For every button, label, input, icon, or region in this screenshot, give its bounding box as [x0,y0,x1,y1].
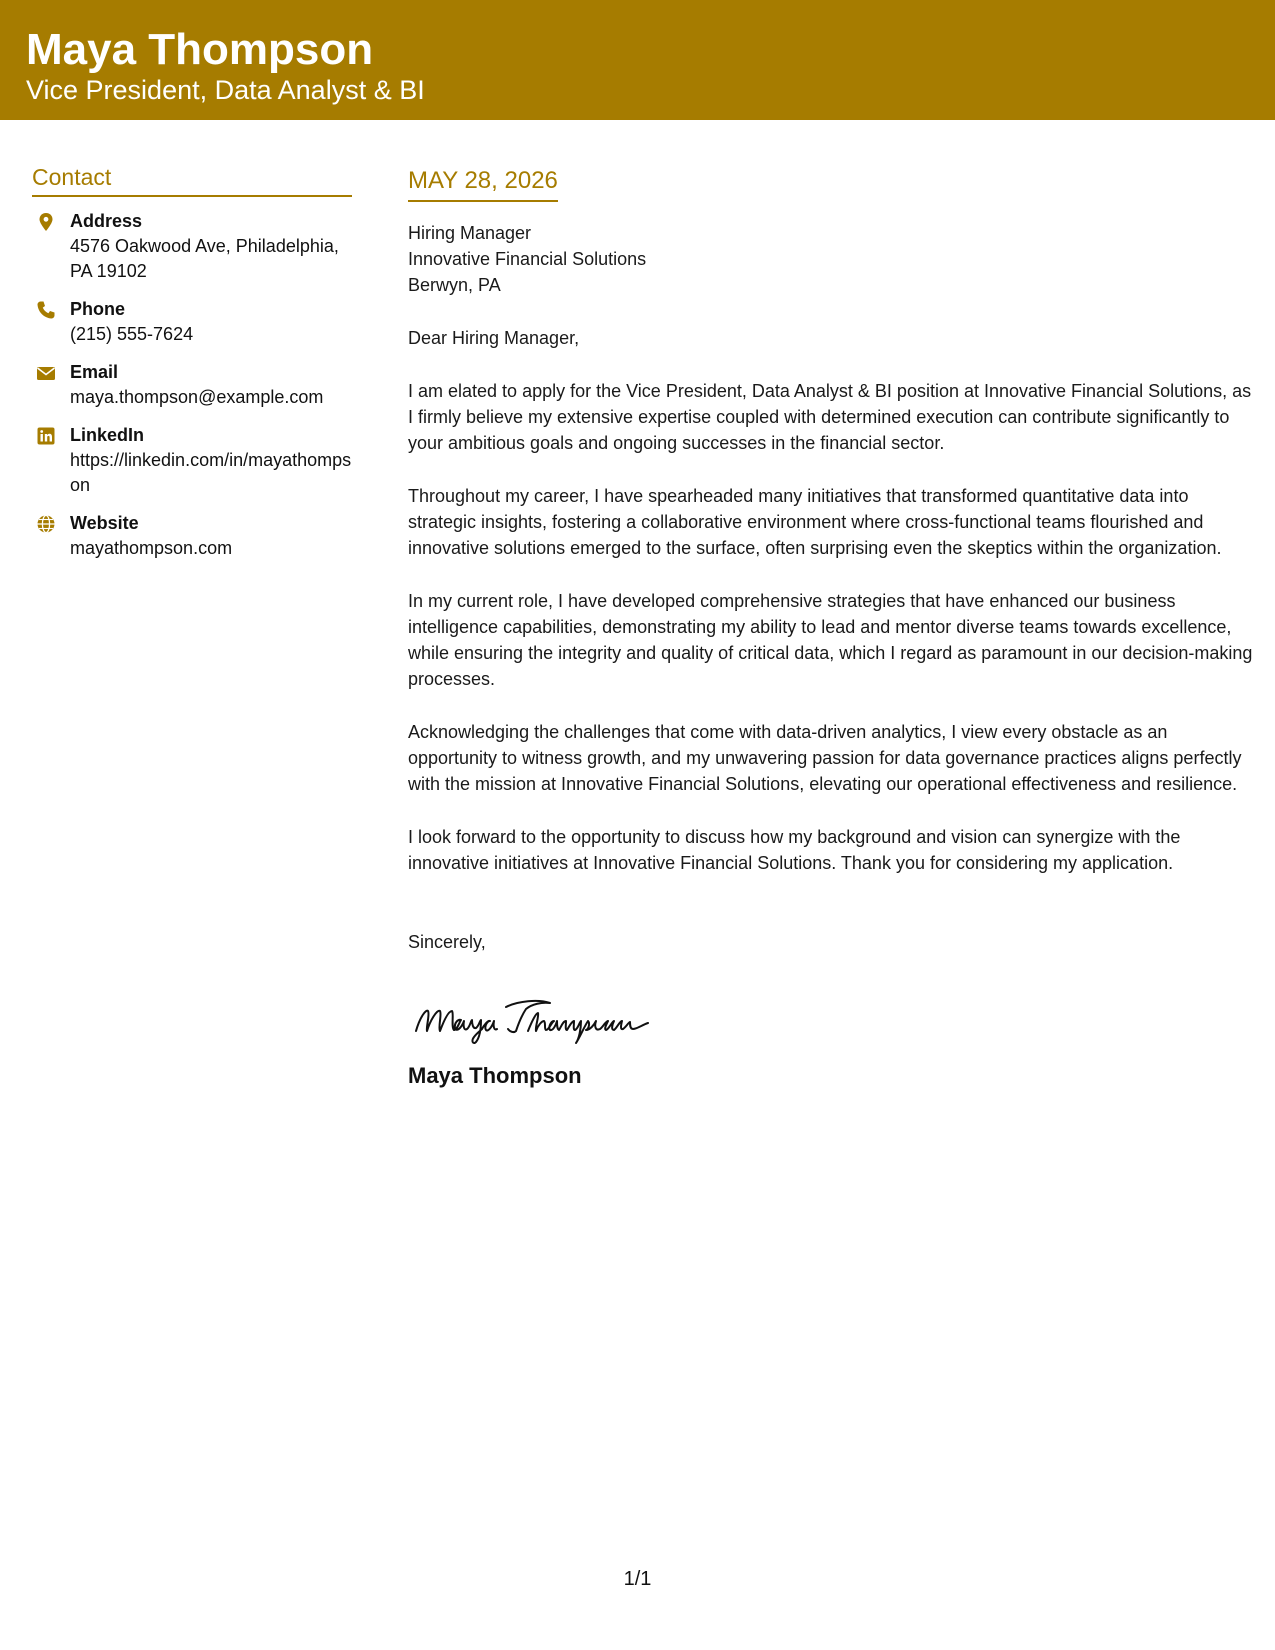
letter-date: MAY 28, 2026 [408,166,558,202]
letter-paragraph: Acknowledging the challenges that come with data-driven analytics, I view every obstacle as an opportunity to witness growth, and my unwavering passion for data governance practices aligns perfectly with the mission at Innovative Financial Solutions, elevating our operational effectiveness and resilience. [408,722,1242,794]
contact-section-title: Contact [32,162,352,197]
applicant-name: Maya Thompson [26,25,374,74]
letter-paragraph: Throughout my career, I have spearheaded many initiatives that transformed quantitative data into strategic insights, fostering a collaborative environment where cross-functional teams flourished and innovative solutions emerged to the surface, often surprising even the skeptics within the organization. [408,486,1222,558]
contact-phone [32,297,352,347]
recipient-line: Berwyn, PA [408,275,501,295]
envelope-icon [36,363,56,383]
recipient-block [408,220,1253,298]
contact-linkedin [32,423,352,498]
salutation: Dear Hiring Manager, [408,328,580,348]
address-value: 4576 Oakwood Ave, Philadelphia, PA 19102 [70,236,339,281]
contact-address [32,209,352,284]
recipient-line: Innovative Financial Solutions [408,249,647,269]
address-label: Address [70,211,143,231]
phone-icon [36,300,56,320]
email-label: Email [70,362,119,382]
email-value: maya.thompson@example.com [70,387,324,407]
contact-email [32,360,352,410]
closing: Sincerely, [408,932,486,952]
phone-label: Phone [70,299,126,319]
map-pin-icon [36,212,56,232]
recipient-line: Hiring Manager [408,223,532,243]
letter-paragraph: I look forward to the opportunity to discuss how my background and vision can synergize with the innovative initiatives at Innovative Financial Solutions. Thank you for considering my application. [408,827,1181,873]
website-label: Website [70,513,139,533]
contact-website [32,511,352,561]
letter-paragraph: I am elated to apply for the Vice President, Data Analyst & BI position at Innovative Financial Solutions, as I firmly believe my extensive expertise coupled with determined execution can contribute significantly to your ambitious goals and ongoing successes in the financial sector. [408,381,1252,453]
globe-icon [36,514,56,534]
page-number: 1/1 [623,1568,652,1590]
linkedin-value[interactable]: https://linkedin.com/in/mayathompson [70,450,352,495]
linkedin-label: LinkedIn [70,425,145,445]
phone-value: (215) 555-7624 [70,324,194,344]
signed-name: Maya Thompson [408,1063,582,1088]
letter-body [408,166,1253,1090]
linkedin-icon [36,426,56,446]
letter-paragraph: In my current role, I have developed comprehensive strategies that have enhanced our business intelligence capabilities, demonstrating my ability to lead and mentor diverse teams towards excellence, while ensuring the integrity and quality of critical data, which I regard as paramount in our decision-making processes. [408,591,1253,689]
header-banner [0,0,1275,120]
contact-sidebar [32,162,352,574]
handwritten-signature [408,987,1253,1047]
applicant-title: Vice President, Data Analyst & BI [26,75,425,105]
website-value[interactable]: mayathompson.com [70,538,233,558]
